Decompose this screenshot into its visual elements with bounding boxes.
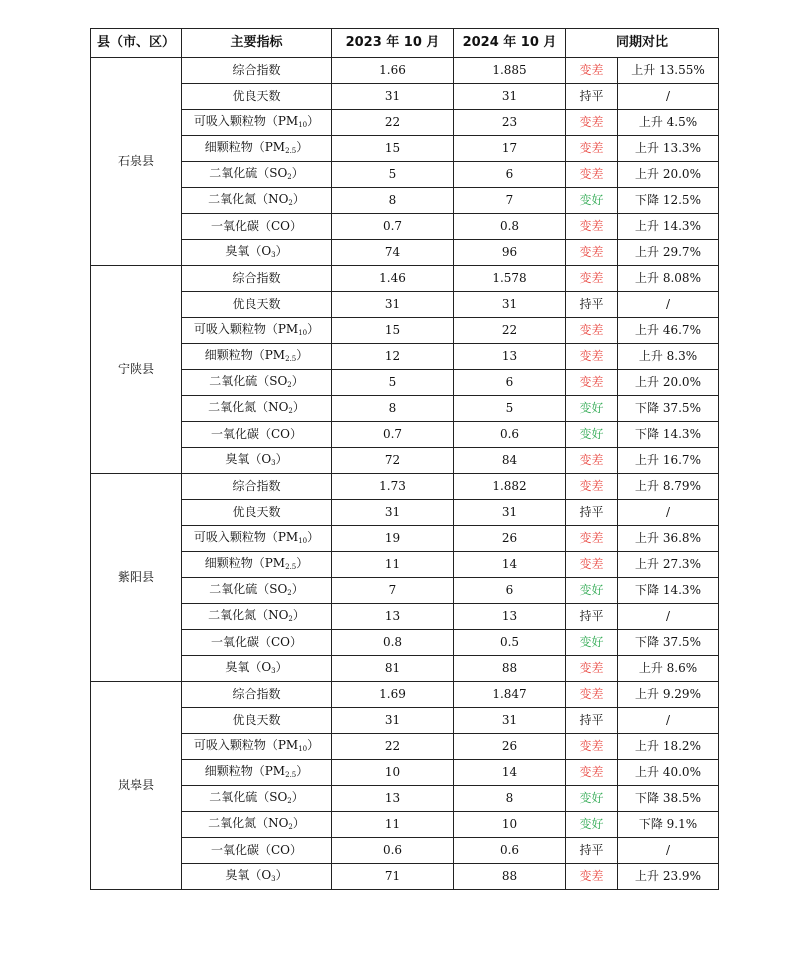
change-cell: 上升 8.6% [618, 656, 719, 682]
value-2024: 88 [454, 656, 566, 682]
trend-cell: 变好 [566, 422, 618, 448]
value-2024: 22 [454, 318, 566, 344]
value-2024: 6 [454, 578, 566, 604]
trend-cell: 变差 [566, 266, 618, 292]
trend-cell: 变差 [566, 240, 618, 266]
table-row [91, 812, 719, 838]
value-2023: 8 [332, 396, 454, 422]
indicator-label: 二氧化氮（NO [208, 400, 289, 415]
trend-cell: 变差 [566, 162, 618, 188]
indicator-suffix: ） [307, 114, 320, 129]
indicator-subscript: 10 [298, 745, 308, 754]
value-2024: 26 [454, 526, 566, 552]
indicator-suffix: ） [307, 530, 320, 545]
indicator-label: 一氧化碳（CO） [210, 218, 303, 233]
trend-cell: 变差 [566, 552, 618, 578]
indicator-label: 细颗粒物（PM [204, 348, 286, 363]
value-2023: 0.6 [332, 838, 454, 864]
indicator-label: 二氧化硫（SO [209, 582, 288, 597]
indicator-cell [182, 838, 332, 864]
indicator-label: 臭氧（O [225, 244, 272, 259]
change-cell: 上升 20.0% [618, 370, 719, 396]
table-row [91, 630, 719, 656]
indicator-label: 优良天数 [232, 504, 281, 519]
table-row [91, 682, 719, 708]
indicator-subscript: 2 [288, 199, 293, 208]
value-2024: 23 [454, 110, 566, 136]
indicator-cell [182, 708, 332, 734]
indicator-cell [182, 136, 332, 162]
indicator-cell [182, 604, 332, 630]
trend-cell: 变差 [566, 448, 618, 474]
value-2023: 10 [332, 760, 454, 786]
value-2024: 31 [454, 84, 566, 110]
header-compare: 同期对比 [566, 29, 719, 58]
table-row [91, 58, 719, 84]
header-2024: 2024 年 10 月 [454, 29, 566, 58]
trend-cell: 变差 [566, 656, 618, 682]
value-2023: 15 [332, 136, 454, 162]
indicator-cell [182, 578, 332, 604]
trend-cell: 变差 [566, 370, 618, 396]
value-2023: 22 [332, 734, 454, 760]
indicator-suffix: ） [292, 192, 305, 207]
value-2024: 1.847 [454, 682, 566, 708]
indicator-suffix: ） [292, 400, 305, 415]
change-cell: / [618, 604, 719, 630]
change-cell: / [618, 708, 719, 734]
indicator-subscript: 2 [287, 589, 292, 598]
change-cell: / [618, 838, 719, 864]
table-row [91, 552, 719, 578]
value-2023: 1.66 [332, 58, 454, 84]
indicator-cell [182, 344, 332, 370]
table-row [91, 188, 719, 214]
value-2024: 31 [454, 292, 566, 318]
indicator-cell [182, 292, 332, 318]
table-row [91, 474, 719, 500]
indicator-subscript: 2.5 [285, 563, 297, 572]
value-2024: 14 [454, 552, 566, 578]
trend-cell: 持平 [566, 84, 618, 110]
indicator-suffix: ） [275, 868, 288, 883]
indicator-cell [182, 864, 332, 890]
change-cell: 上升 16.7% [618, 448, 719, 474]
trend-cell: 持平 [566, 708, 618, 734]
indicator-cell [182, 656, 332, 682]
value-2024: 96 [454, 240, 566, 266]
table-row [91, 396, 719, 422]
indicator-label: 一氧化碳（CO） [210, 634, 303, 649]
value-2023: 31 [332, 500, 454, 526]
county-name: 宁陕县 [91, 266, 182, 474]
trend-cell: 变差 [566, 58, 618, 84]
indicator-label: 二氧化硫（SO [209, 166, 288, 181]
indicator-subscript: 3 [271, 667, 276, 676]
value-2024: 84 [454, 448, 566, 474]
value-2023: 81 [332, 656, 454, 682]
value-2024: 5 [454, 396, 566, 422]
indicator-subscript: 2 [287, 381, 292, 390]
table-header [91, 29, 719, 58]
table-row [91, 864, 719, 890]
change-cell: 上升 9.29% [618, 682, 719, 708]
indicator-cell [182, 266, 332, 292]
trend-cell: 变差 [566, 110, 618, 136]
indicator-label: 优良天数 [232, 296, 281, 311]
change-cell: 上升 8.79% [618, 474, 719, 500]
value-2023: 31 [332, 292, 454, 318]
value-2023: 1.69 [332, 682, 454, 708]
value-2023: 1.46 [332, 266, 454, 292]
indicator-subscript: 2 [287, 173, 292, 182]
indicator-subscript: 3 [271, 875, 276, 884]
indicator-cell [182, 448, 332, 474]
change-cell: 上升 4.5% [618, 110, 719, 136]
indicator-cell [182, 84, 332, 110]
indicator-suffix: ） [292, 608, 305, 623]
value-2023: 0.8 [332, 630, 454, 656]
value-2024: 1.578 [454, 266, 566, 292]
table-row [91, 318, 719, 344]
table-row [91, 344, 719, 370]
indicator-cell [182, 812, 332, 838]
indicator-cell [182, 58, 332, 84]
table-row [91, 656, 719, 682]
indicator-suffix: ） [291, 582, 304, 597]
trend-cell: 变差 [566, 864, 618, 890]
trend-cell: 变差 [566, 682, 618, 708]
change-cell: 上升 36.8% [618, 526, 719, 552]
indicator-cell [182, 370, 332, 396]
trend-cell: 持平 [566, 500, 618, 526]
value-2024: 88 [454, 864, 566, 890]
trend-cell: 变差 [566, 734, 618, 760]
indicator-suffix: ） [296, 764, 309, 779]
indicator-suffix: ） [292, 816, 305, 831]
change-cell: 下降 9.1% [618, 812, 719, 838]
change-cell: 上升 13.3% [618, 136, 719, 162]
trend-cell: 持平 [566, 292, 618, 318]
indicator-subscript: 2.5 [285, 147, 297, 156]
change-cell: 上升 46.7% [618, 318, 719, 344]
indicator-label: 二氧化氮（NO [208, 608, 289, 623]
indicator-label: 综合指数 [232, 62, 281, 77]
change-cell: 下降 37.5% [618, 630, 719, 656]
indicator-cell [182, 240, 332, 266]
indicator-suffix: ） [275, 452, 288, 467]
value-2024: 13 [454, 344, 566, 370]
indicator-label: 综合指数 [232, 686, 281, 701]
change-cell: 下降 14.3% [618, 422, 719, 448]
indicator-cell [182, 682, 332, 708]
trend-cell: 变差 [566, 136, 618, 162]
change-cell: 下降 14.3% [618, 578, 719, 604]
table-row [91, 526, 719, 552]
indicator-suffix: ） [275, 660, 288, 675]
value-2024: 0.6 [454, 422, 566, 448]
county-name: 紫阳县 [91, 474, 182, 682]
indicator-suffix: ） [296, 556, 309, 571]
table-row [91, 214, 719, 240]
value-2023: 7 [332, 578, 454, 604]
trend-cell: 变好 [566, 578, 618, 604]
table-row [91, 292, 719, 318]
indicator-label: 二氧化硫（SO [209, 790, 288, 805]
indicator-label: 可吸入颗粒物（PM [193, 738, 299, 753]
value-2023: 72 [332, 448, 454, 474]
indicator-label: 综合指数 [232, 270, 281, 285]
table-row [91, 448, 719, 474]
trend-cell: 变好 [566, 188, 618, 214]
header-2023: 2023 年 10 月 [332, 29, 454, 58]
value-2023: 74 [332, 240, 454, 266]
value-2023: 5 [332, 370, 454, 396]
indicator-suffix: ） [307, 738, 320, 753]
table-row [91, 500, 719, 526]
indicator-suffix: ） [307, 322, 320, 337]
value-2024: 0.8 [454, 214, 566, 240]
header-row [91, 29, 719, 58]
value-2024: 0.6 [454, 838, 566, 864]
value-2024: 7 [454, 188, 566, 214]
indicator-label: 可吸入颗粒物（PM [193, 322, 299, 337]
indicator-subscript: 2.5 [285, 771, 297, 780]
value-2023: 19 [332, 526, 454, 552]
trend-cell: 变差 [566, 214, 618, 240]
indicator-label: 一氧化碳（CO） [210, 842, 303, 857]
value-2024: 17 [454, 136, 566, 162]
indicator-subscript: 10 [298, 537, 308, 546]
indicator-subscript: 10 [298, 329, 308, 338]
table-row [91, 240, 719, 266]
change-cell: / [618, 500, 719, 526]
change-cell: / [618, 292, 719, 318]
indicator-label: 综合指数 [232, 478, 281, 493]
indicator-label: 细颗粒物（PM [204, 764, 286, 779]
indicator-label: 二氧化硫（SO [209, 374, 288, 389]
table-row [91, 578, 719, 604]
value-2023: 1.73 [332, 474, 454, 500]
indicator-cell [182, 526, 332, 552]
indicator-suffix: ） [275, 244, 288, 259]
change-cell: 下降 38.5% [618, 786, 719, 812]
value-2023: 0.7 [332, 422, 454, 448]
change-cell: 上升 8.3% [618, 344, 719, 370]
trend-cell: 变好 [566, 812, 618, 838]
indicator-cell [182, 552, 332, 578]
change-cell: 上升 27.3% [618, 552, 719, 578]
value-2023: 71 [332, 864, 454, 890]
header-county: 县（市、区） [91, 29, 182, 58]
value-2023: 13 [332, 786, 454, 812]
table-row [91, 422, 719, 448]
indicator-subscript: 3 [271, 251, 276, 260]
indicator-suffix: ） [296, 348, 309, 363]
value-2023: 8 [332, 188, 454, 214]
value-2024: 31 [454, 500, 566, 526]
value-2024: 1.882 [454, 474, 566, 500]
value-2024: 26 [454, 734, 566, 760]
indicator-label: 二氧化氮（NO [208, 192, 289, 207]
indicator-cell [182, 734, 332, 760]
change-cell: 上升 14.3% [618, 214, 719, 240]
table-row [91, 604, 719, 630]
indicator-cell [182, 110, 332, 136]
change-cell: 上升 40.0% [618, 760, 719, 786]
indicator-cell [182, 422, 332, 448]
value-2024: 1.885 [454, 58, 566, 84]
value-2024: 10 [454, 812, 566, 838]
indicator-cell [182, 474, 332, 500]
trend-cell: 变好 [566, 396, 618, 422]
change-cell: 上升 23.9% [618, 864, 719, 890]
change-cell: 下降 12.5% [618, 188, 719, 214]
trend-cell: 变好 [566, 786, 618, 812]
air-quality-table [90, 28, 719, 890]
indicator-label: 一氧化碳（CO） [210, 426, 303, 441]
value-2024: 6 [454, 370, 566, 396]
value-2023: 12 [332, 344, 454, 370]
change-cell: 上升 8.08% [618, 266, 719, 292]
header-indicator: 主要指标 [182, 29, 332, 58]
indicator-cell [182, 500, 332, 526]
change-cell: 上升 13.55% [618, 58, 719, 84]
indicator-cell [182, 188, 332, 214]
indicator-subscript: 10 [298, 121, 308, 130]
county-name: 岚皋县 [91, 682, 182, 890]
value-2023: 11 [332, 812, 454, 838]
value-2023: 5 [332, 162, 454, 188]
indicator-cell [182, 630, 332, 656]
table-row [91, 136, 719, 162]
value-2024: 14 [454, 760, 566, 786]
value-2023: 0.7 [332, 214, 454, 240]
indicator-subscript: 2 [287, 797, 292, 806]
indicator-cell [182, 396, 332, 422]
table-row [91, 734, 719, 760]
table-row [91, 708, 719, 734]
trend-cell: 变差 [566, 760, 618, 786]
trend-cell: 持平 [566, 604, 618, 630]
indicator-suffix: ） [296, 140, 309, 155]
trend-cell: 持平 [566, 838, 618, 864]
table-row [91, 838, 719, 864]
indicator-label: 优良天数 [232, 88, 281, 103]
indicator-label: 优良天数 [232, 712, 281, 727]
value-2024: 13 [454, 604, 566, 630]
change-cell: / [618, 84, 719, 110]
table-row [91, 370, 719, 396]
indicator-cell [182, 214, 332, 240]
county-name: 石泉县 [91, 58, 182, 266]
table-body [91, 58, 719, 890]
indicator-suffix: ） [291, 374, 304, 389]
indicator-label: 臭氧（O [225, 660, 272, 675]
indicator-cell [182, 162, 332, 188]
indicator-label: 二氧化氮（NO [208, 816, 289, 831]
indicator-cell [182, 318, 332, 344]
table-row [91, 266, 719, 292]
indicator-subscript: 2 [288, 407, 293, 416]
value-2024: 31 [454, 708, 566, 734]
change-cell: 下降 37.5% [618, 396, 719, 422]
indicator-label: 可吸入颗粒物（PM [193, 530, 299, 545]
change-cell: 上升 18.2% [618, 734, 719, 760]
indicator-suffix: ） [291, 166, 304, 181]
value-2023: 15 [332, 318, 454, 344]
indicator-cell [182, 760, 332, 786]
trend-cell: 变差 [566, 318, 618, 344]
trend-cell: 变差 [566, 474, 618, 500]
value-2023: 31 [332, 708, 454, 734]
indicator-subscript: 3 [271, 459, 276, 468]
change-cell: 上升 29.7% [618, 240, 719, 266]
value-2024: 8 [454, 786, 566, 812]
indicator-cell [182, 786, 332, 812]
table-row [91, 760, 719, 786]
indicator-subscript: 2 [288, 823, 293, 832]
indicator-subscript: 2.5 [285, 355, 297, 364]
value-2023: 11 [332, 552, 454, 578]
indicator-label: 臭氧（O [225, 452, 272, 467]
table-row [91, 84, 719, 110]
value-2023: 22 [332, 110, 454, 136]
table-row [91, 786, 719, 812]
trend-cell: 变差 [566, 344, 618, 370]
value-2023: 13 [332, 604, 454, 630]
trend-cell: 变好 [566, 630, 618, 656]
indicator-label: 细颗粒物（PM [204, 140, 286, 155]
trend-cell: 变差 [566, 526, 618, 552]
indicator-label: 臭氧（O [225, 868, 272, 883]
table-row [91, 162, 719, 188]
value-2023: 31 [332, 84, 454, 110]
indicator-subscript: 2 [288, 615, 293, 624]
indicator-label: 细颗粒物（PM [204, 556, 286, 571]
value-2024: 0.5 [454, 630, 566, 656]
value-2024: 6 [454, 162, 566, 188]
indicator-suffix: ） [291, 790, 304, 805]
change-cell: 上升 20.0% [618, 162, 719, 188]
indicator-label: 可吸入颗粒物（PM [193, 114, 299, 129]
table-row [91, 110, 719, 136]
